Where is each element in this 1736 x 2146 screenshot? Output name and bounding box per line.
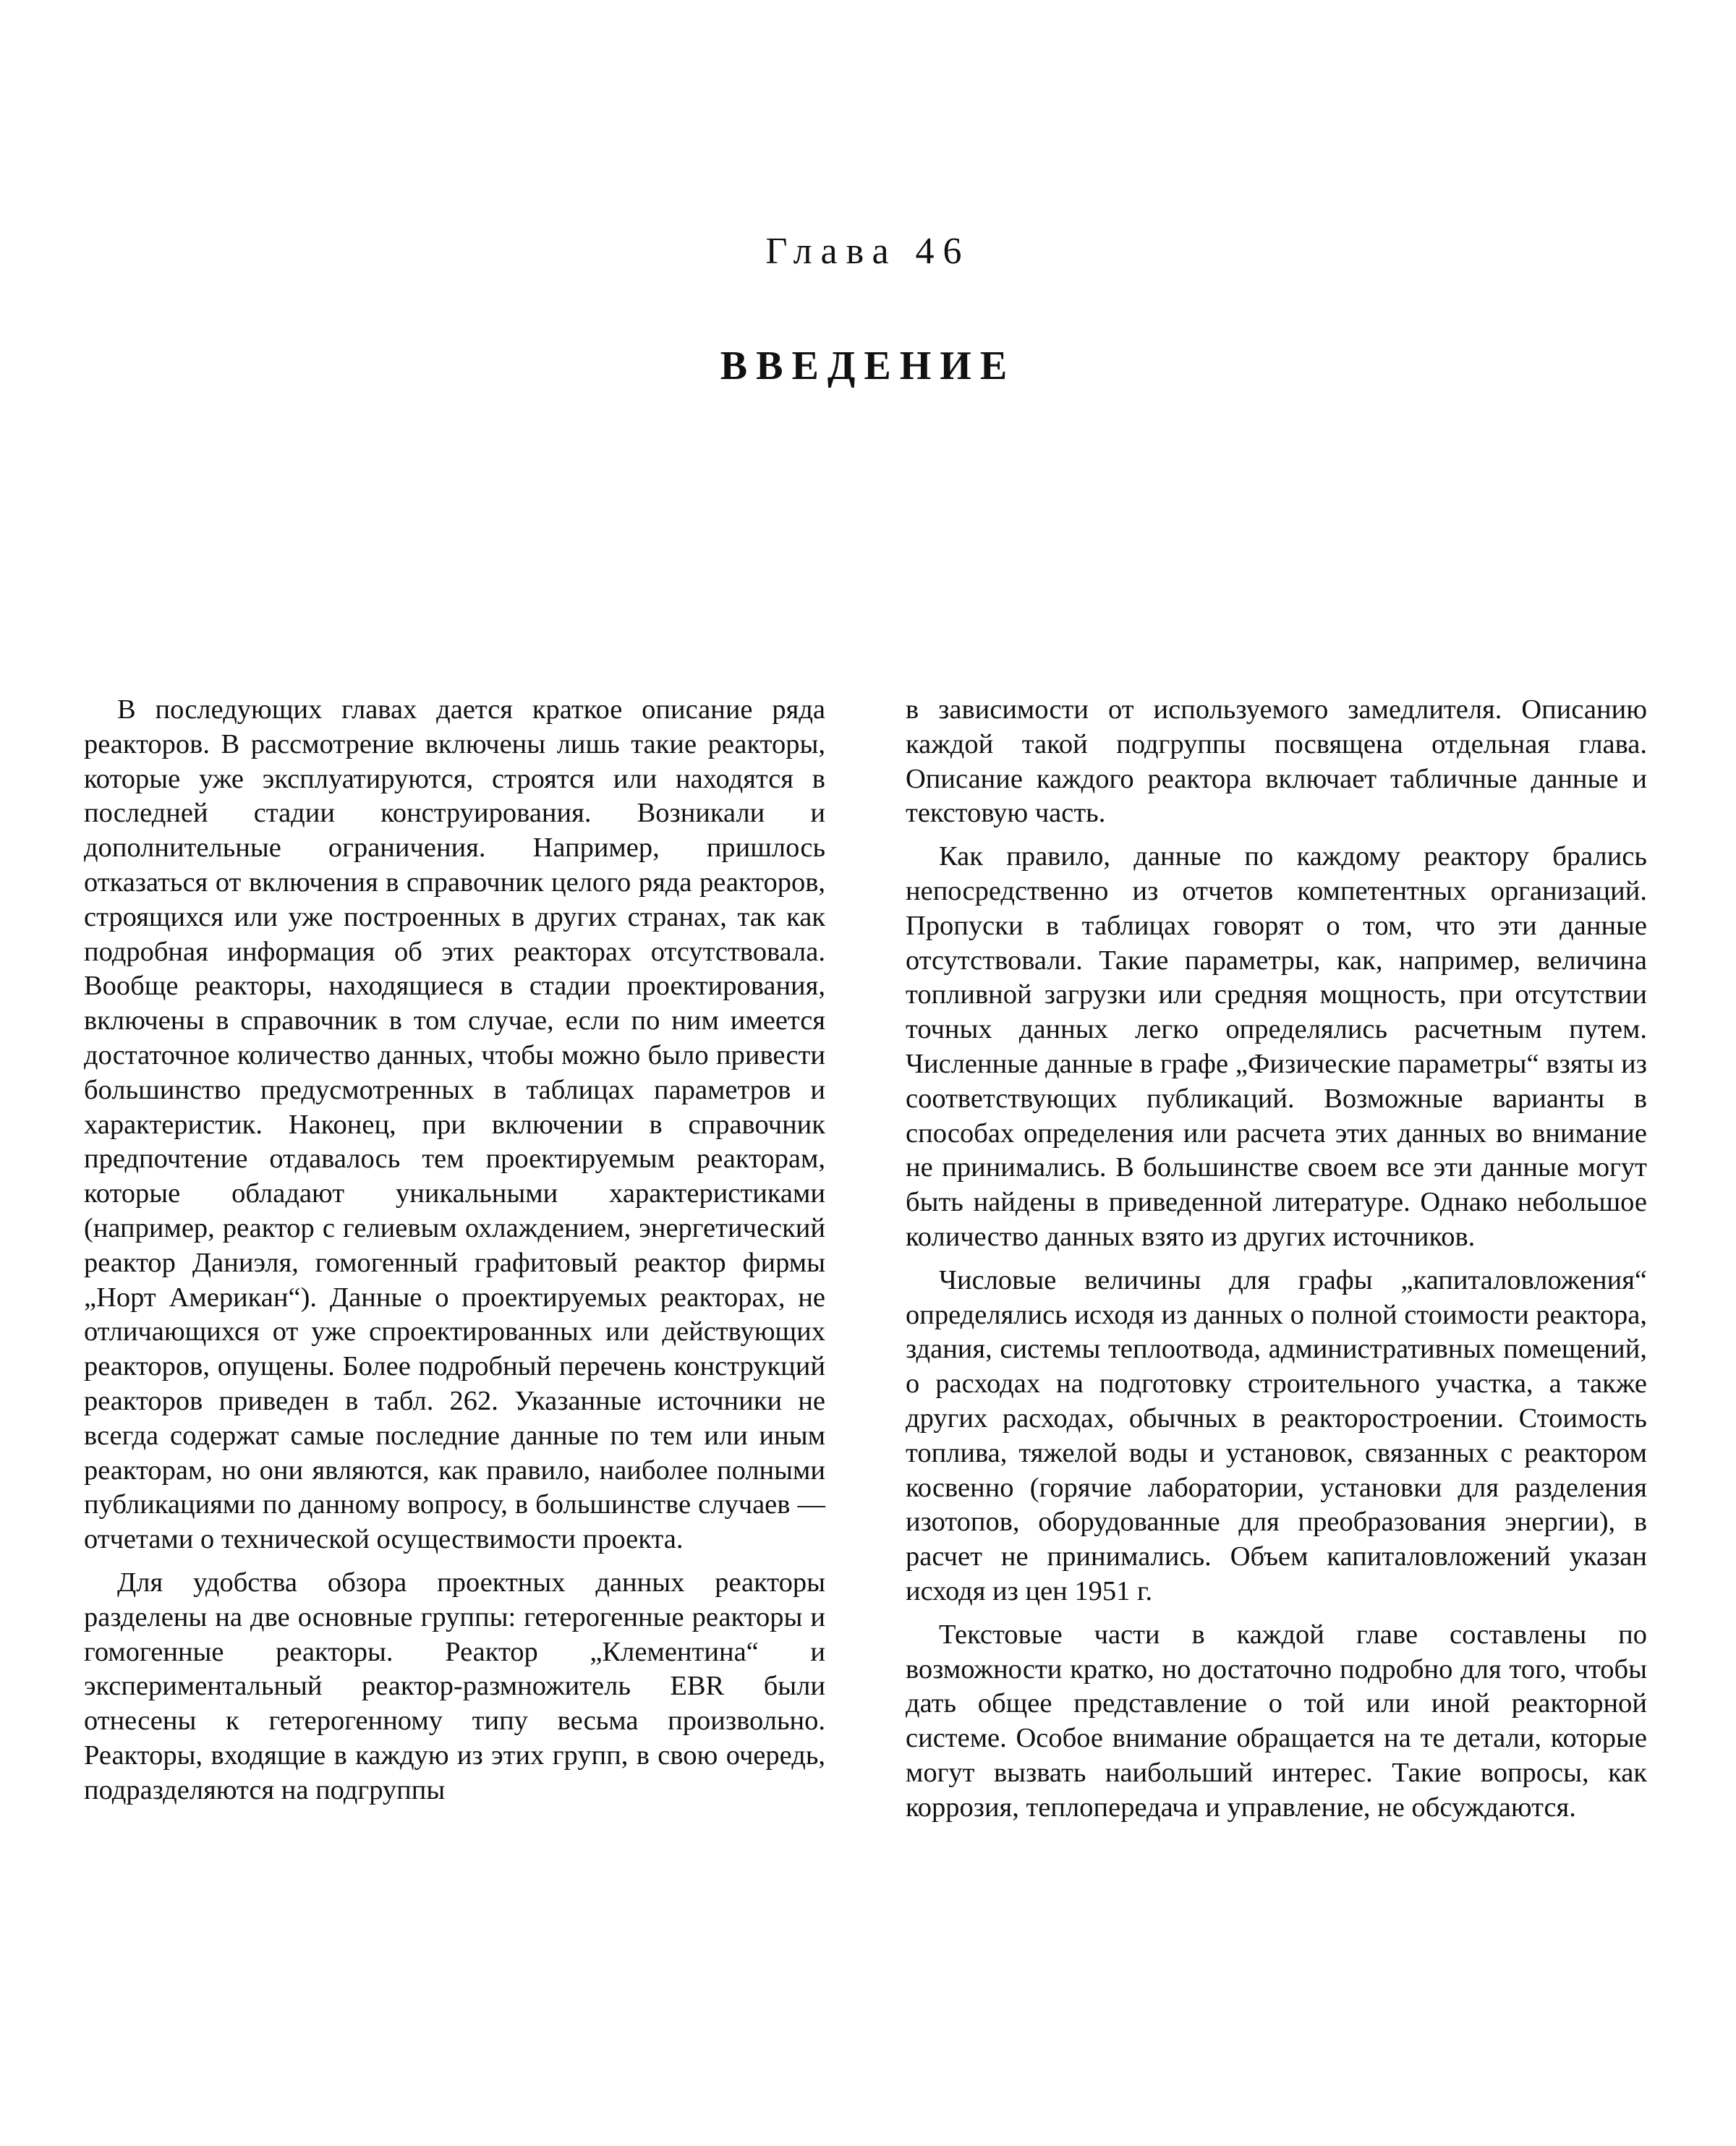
paragraph-4: Числовые величины для графы „капиталовложения“ определялись исходя из данных о полной стоимости реактора, здания, системы теплоотвода, административных помещений, о расходах на подготовку строительного участка, а также других расходах, обычных в реакторостроении. Стоимость топлива, тяжелой воды и установок, связанных с реактором косвенно (горячие лаборатории, установки для разделения изотопов, оборудованные для преобразования энергии), в расчет не принимались. Объем капиталовложений указан исходя из цен 1951 г. (906, 1264, 1647, 1606)
paragraph-1: В последующих главах дается краткое описание ряда реакторов. В рассмотрение включены лишь такие реакторы, которые уже эксплуатируются, строятся или находятся в последней стадии конструирования. Возникали и дополнительные ограничения. Например, пришлось отказаться от включения в справочник целого ряда реакторов, строящихся или уже построенных в других странах, так как подробная информация об этих реакторах отсутствовала. Вообще реакторы, находящиеся в стадии проектирования, включены в справочник в том случае, если по ним имеется достаточное количество данных, чтобы можно было привести большинство предусмотренных в таблицах параметров и характеристик. Наконец, при включении в справочник предпочтение отдавалось тем проектируемым реакторам, которые обладают уникальными характеристиками (например, реактор с гелиевым охлаждением, энергетический реактор Даниэля, гомогенный графитовый реактор фирмы „Норт Американ“). Данные о проектируемых реакторах, не отличающихся от уже спроектированных или действующих реакторов, опущены. Более подробный перечень конструкций реакторов приведен в табл. 262. Указанные источники не всегда содержат самые последние данные по тем или иным реакторам, но они являются, как правило, наиболее полными публикациями по данному вопросу, в большинстве случаев — отчетами о технической осуществимости проекта. (84, 694, 825, 1555)
paragraph-3: Как правило, данные по каждому реактору брались непосредственно из отчетов компетентных организаций. Пропуски в таблицах говорят о том, что эти данные отсутствовали. Такие параметры, как, например, величина топливной загрузки или средняя мощность, при отсутствии точных данных легко определялись расчетным путем. Численные данные в графе „Физические параметры“ взяты из соответствующих публикаций. Возможные варианты в способах определения или расчета этих данных во внимание не принимались. В большинстве своем все эти данные могут быть найдены в приведенной литературе. Однако небольшое количество данных взято из других источников. (906, 841, 1647, 1252)
paragraph-5: Текстовые части в каждой главе составлены по возможности кратко, но достаточно подробно для того, чтобы дать общее представление о той или иной реакторной системе. Особое внимание обращается на те детали, которые могут вызвать наибольший интерес. Такие вопросы, как коррозия, теплопередача и управление, не обсуждаются. (906, 1619, 1647, 1823)
left-column (84, 693, 825, 1808)
chapter-label: Глава 46 (765, 231, 971, 272)
paragraph-continuation: в зависимости от используемого замедлителя. Описанию каждой такой подгруппы посвящена отдельная глава. Описание каждого реактора включает табличные данные и текстовую часть. (906, 694, 1647, 829)
paragraph-2: Для удобства обзора проектных данных реакторы разделены на две основные группы: гетерогенные реакторы и гомогенные реакторы. Реактор „Клементина“ и экспериментальный реактор-размножитель EBR были отнесены к гетерогенному типу весьма произвольно. Реакторы, входящие в каждую из этих групп, в свою очередь, подразделяются на подгруппы (84, 1567, 825, 1805)
right-column (906, 693, 1647, 1826)
chapter-title: ВВЕДЕНИЕ (720, 344, 1016, 388)
